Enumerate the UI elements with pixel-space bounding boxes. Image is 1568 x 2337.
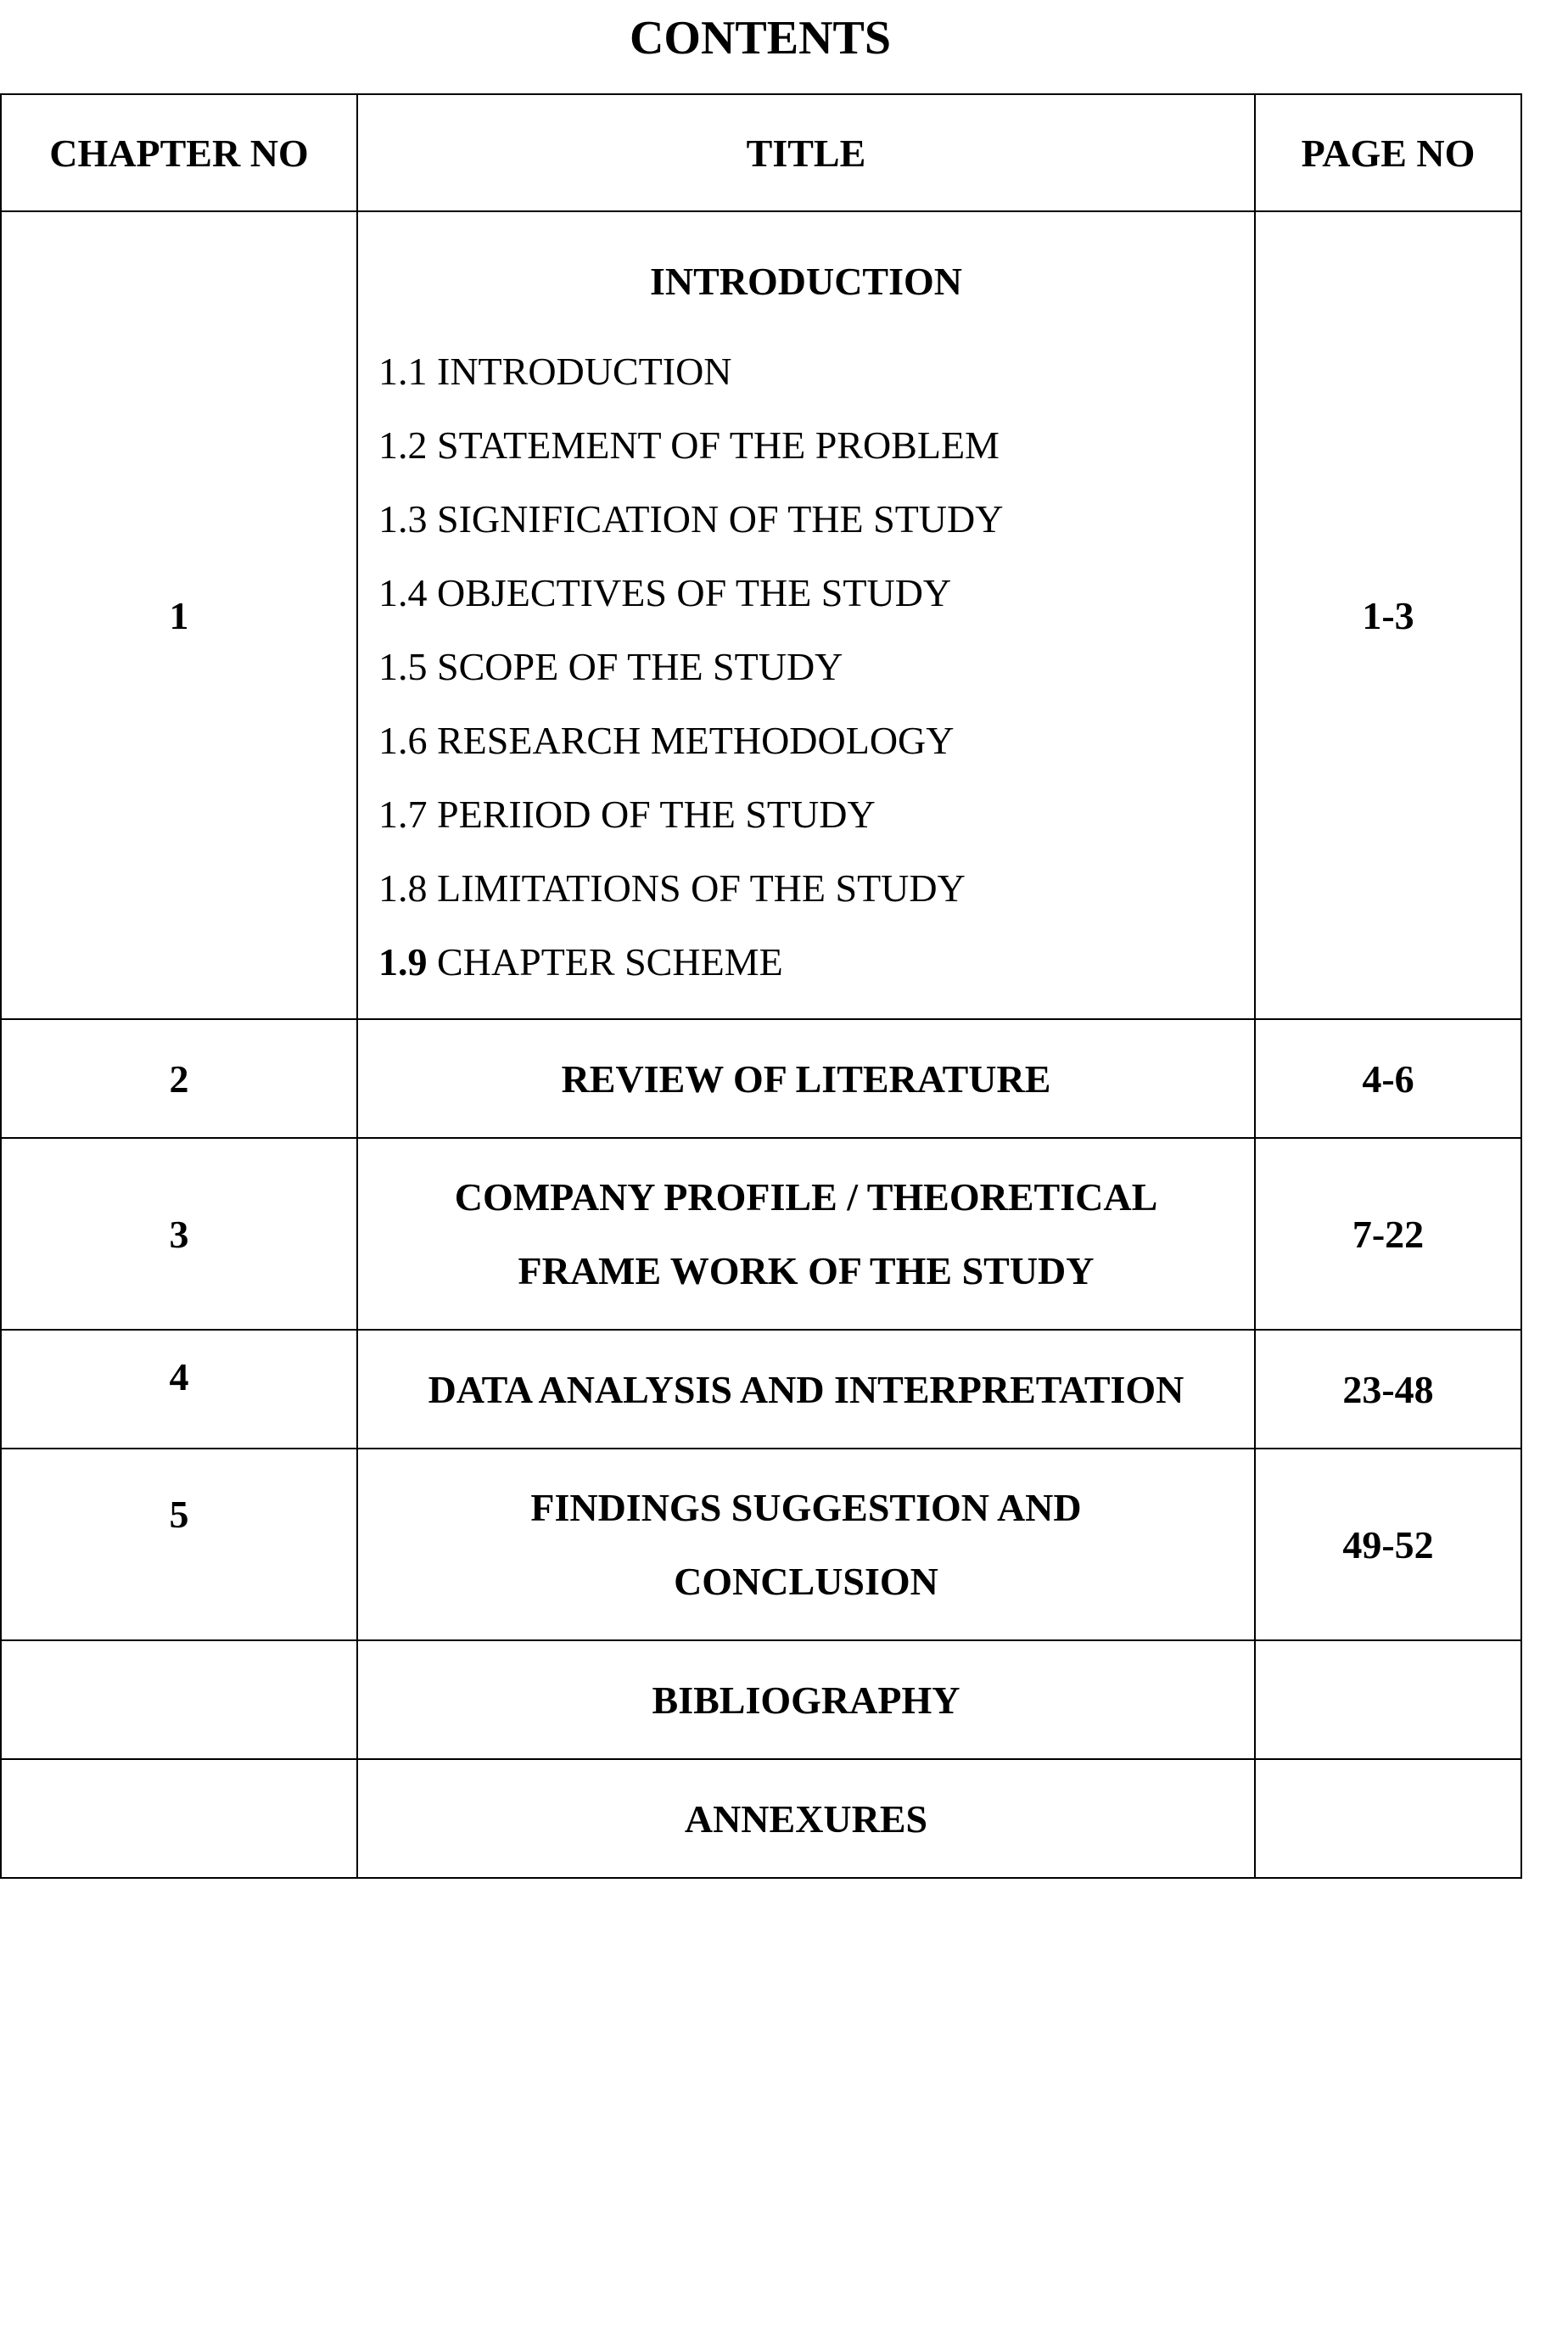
subsection-title: LIMITATIONS OF THE STUDY: [437, 866, 966, 910]
chapter-number: 4: [1, 1330, 357, 1449]
subsection-number: 1.7: [378, 793, 428, 836]
page-range: 1-3: [1255, 211, 1521, 1019]
list-item: [378, 556, 1254, 630]
subsection-title: CHAPTER SCHEME: [437, 940, 783, 984]
subsection-list: [378, 334, 1254, 999]
list-item: [378, 408, 1254, 482]
list-item: [378, 925, 1254, 999]
chapter-number: 2: [1, 1019, 357, 1138]
list-item: [378, 777, 1254, 851]
chapter-title-cell: [357, 211, 1255, 1019]
subsection-title: OBJECTIVES OF THE STUDY: [437, 571, 952, 614]
page-range: 4-6: [1255, 1019, 1521, 1138]
page-title: CONTENTS: [629, 12, 892, 64]
table-row: [1, 1449, 1521, 1640]
chapter-title: BIBLIOGRAPHY: [357, 1640, 1255, 1759]
table-row: [1, 1138, 1521, 1330]
subsection-number: 1.5: [378, 645, 428, 688]
page-range: [1255, 1759, 1521, 1878]
subsection-number: 1.9: [378, 940, 428, 984]
chapter-number: 1: [1, 211, 357, 1019]
subsection-number: 1.1: [378, 350, 428, 393]
page-range: [1255, 1640, 1521, 1759]
header-chapter-no: CHAPTER NO: [1, 94, 357, 211]
chapter-title-line: CONCLUSION: [674, 1560, 938, 1603]
subsection-number: 1.6: [378, 719, 428, 762]
chapter-title: ANNEXURES: [357, 1759, 1255, 1878]
chapter-title-line: FINDINGS SUGGESTION AND: [530, 1486, 1082, 1529]
list-item: [378, 630, 1254, 703]
table-row: [1, 1019, 1521, 1138]
chapter-title: [357, 1138, 1255, 1330]
subsection-title: PERIIOD OF THE STUDY: [437, 793, 876, 836]
header-title: TITLE: [357, 94, 1255, 211]
subsection-number: 1.3: [378, 497, 428, 541]
chapter-number: [1, 1759, 357, 1878]
subsection-title: RESEARCH METHODOLOGY: [437, 719, 955, 762]
table-row: [1, 211, 1521, 1019]
list-item: [378, 703, 1254, 777]
page-range: 23-48: [1255, 1330, 1521, 1449]
list-item: [378, 851, 1254, 925]
chapter-title: INTRODUCTION: [649, 260, 963, 303]
subsection-title: INTRODUCTION: [437, 350, 732, 393]
page-range: 7-22: [1255, 1138, 1521, 1330]
list-item: [378, 334, 1254, 408]
chapter-number: 3: [1, 1138, 357, 1330]
subsection-title: SIGNIFICATION OF THE STUDY: [437, 497, 1004, 541]
table-row: [1, 1330, 1521, 1449]
chapter-title: DATA ANALYSIS AND INTERPRETATION: [357, 1330, 1255, 1449]
chapter-title-line: FRAME WORK OF THE STUDY: [518, 1249, 1095, 1292]
chapter-title-line: COMPANY PROFILE / THEORETICAL: [454, 1175, 1158, 1219]
list-item: [378, 482, 1254, 556]
contents-table: [0, 93, 1522, 1879]
chapter-number: 5: [1, 1449, 357, 1640]
header-page-no: PAGE NO: [1255, 94, 1521, 211]
subsection-title: SCOPE OF THE STUDY: [437, 645, 843, 688]
chapter-title: REVIEW OF LITERATURE: [357, 1019, 1255, 1138]
table-header-row: [1, 94, 1521, 211]
subsection-number: 1.8: [378, 866, 428, 910]
subsection-number: 1.4: [378, 571, 428, 614]
table-row: [1, 1759, 1521, 1878]
chapter-number: [1, 1640, 357, 1759]
page-range: 49-52: [1255, 1449, 1521, 1640]
chapter-title: [357, 1449, 1255, 1640]
subsection-title: STATEMENT OF THE PROBLEM: [437, 423, 1000, 467]
subsection-number: 1.2: [378, 423, 428, 467]
table-row: [1, 1640, 1521, 1759]
